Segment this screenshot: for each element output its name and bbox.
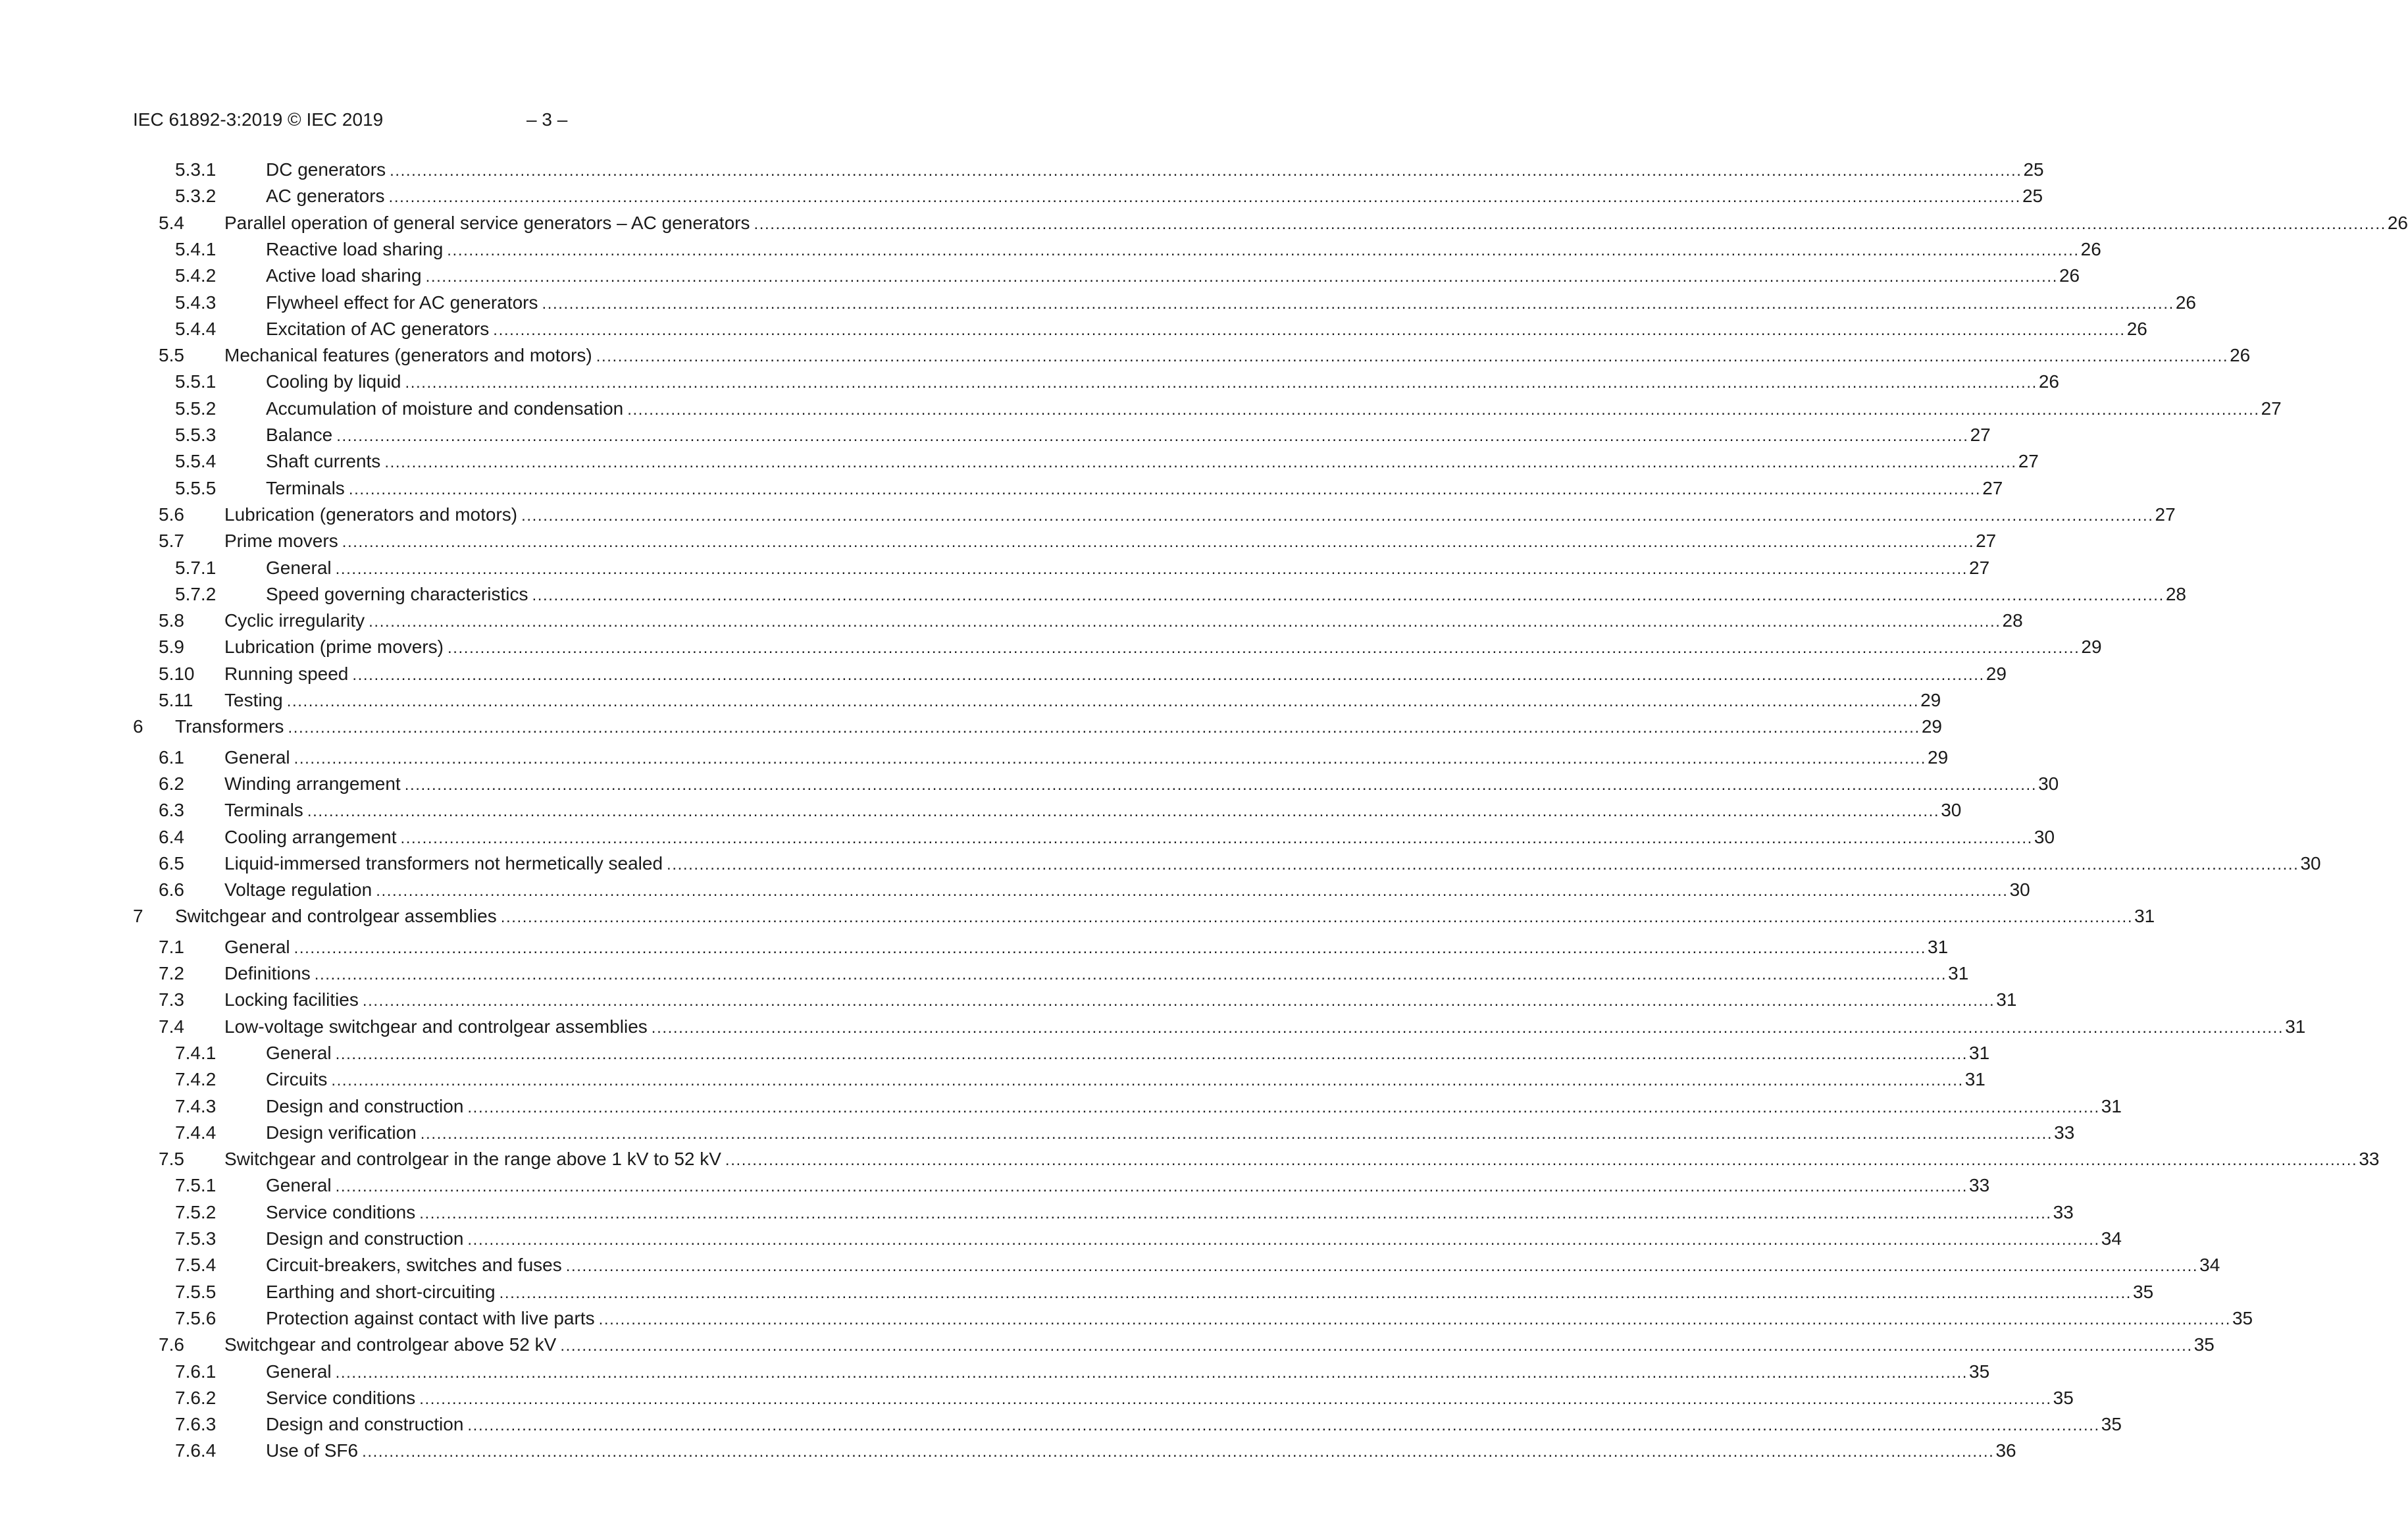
toc-entry-title: Shaft currents <box>266 451 381 472</box>
toc-entry-number: 6 <box>133 716 143 737</box>
toc-entry-number: 7.6.2 <box>175 1387 217 1408</box>
toc-entry[interactable] <box>0 771 2059 797</box>
toc-entry-page: 27 <box>2155 504 2176 525</box>
toc-entry[interactable] <box>0 502 2176 528</box>
toc-dot-leader: ............................................................................................................................................................................................................................................................................................................ <box>542 294 2174 313</box>
toc-entry-number: 7.6.3 <box>175 1414 217 1435</box>
toc-entry-number: 7.3 <box>159 989 184 1010</box>
toc-dot-leader: ............................................................................................................................................................................................................................................................................................................ <box>388 188 2021 207</box>
toc-entry[interactable] <box>0 1252 2220 1278</box>
toc-entry-page: 25 <box>2023 159 2044 180</box>
toc-entry-title: DC generators <box>266 159 386 180</box>
toc-entry-page: 28 <box>2002 610 2023 631</box>
toc-entry-number: 5.6 <box>159 504 184 525</box>
toc-entry-title: Service conditions <box>266 1387 416 1408</box>
toc-dot-leader: ............................................................................................................................................................................................................................................................................................................ <box>307 802 1940 821</box>
toc-entry-page: 30 <box>2300 852 2321 874</box>
toc-entry-number: 5.3.2 <box>175 186 217 207</box>
toc-dot-leader: ............................................................................................................................................................................................................................................................................................................ <box>335 1178 1968 1196</box>
toc-entry[interactable] <box>0 528 1997 554</box>
toc-entry-title: Protection against contact with live parts <box>266 1307 595 1328</box>
toc-entry[interactable] <box>0 342 2251 369</box>
toc-entry-title: Design and construction <box>266 1228 464 1249</box>
toc-entry-title: Balance <box>266 425 333 445</box>
toc-entry-number: 6.2 <box>159 773 184 794</box>
toc-dot-leader: ............................................................................................................................................................................................................................................................................................................ <box>294 939 1927 957</box>
toc-entry-page: 30 <box>2009 879 2030 900</box>
toc-entry-number: 5.5 <box>159 345 184 366</box>
toc-entry-page: 27 <box>1982 477 2003 498</box>
toc-entry-page: 29 <box>1985 663 2007 684</box>
toc-entry-page: 31 <box>2101 1095 2122 1116</box>
toc-entry-number: 7 <box>133 906 143 927</box>
toc-entry[interactable] <box>0 1359 1990 1385</box>
toc-entry-title: Service conditions <box>266 1201 416 1222</box>
toc-dot-leader: ............................................................................................................................................................................................................................................................................................................ <box>400 829 2033 847</box>
toc-entry-page: 26 <box>2387 212 2408 233</box>
toc-entry[interactable] <box>0 157 2044 183</box>
toc-dot-leader: ............................................................................................................................................................................................................................................................................................................ <box>725 1151 2358 1170</box>
toc-entry-title: Design verification <box>266 1122 417 1143</box>
toc-entry[interactable] <box>0 1226 2122 1252</box>
toc-entry[interactable] <box>0 316 2147 342</box>
toc-entry[interactable] <box>0 661 2007 687</box>
toc-entry-page: 30 <box>2034 826 2055 847</box>
toc-entry[interactable] <box>0 1120 2075 1146</box>
toc-entry-number: 7.1 <box>159 936 184 957</box>
toc-entry[interactable] <box>0 210 2408 236</box>
toc-dot-leader: ............................................................................................................................................................................................................................................................................................................ <box>348 480 1982 498</box>
toc-dot-leader: ............................................................................................................................................................................................................................................................................................................ <box>667 855 2299 874</box>
toc-dot-leader: ............................................................................................................................................................................................................................................................................................................ <box>425 268 2058 286</box>
toc-entry-number: 5.3.1 <box>175 159 217 180</box>
toc-entry-number: 7.5.2 <box>175 1201 217 1222</box>
toc-entry-title: Switchgear and controlgear assemblies <box>175 906 497 927</box>
toc-entry-number: 5.8 <box>159 610 184 631</box>
toc-entry-number: 5.10 <box>159 663 195 684</box>
toc-entry-page: 27 <box>1970 425 1991 445</box>
toc-entry-number: 5.5.4 <box>175 451 217 472</box>
toc-entry-number: 5.4.3 <box>175 292 217 313</box>
toc-entry-page: 34 <box>2101 1228 2122 1249</box>
toc-dot-leader: ............................................................................................................................................................................................................................................................................................................ <box>405 374 2037 392</box>
toc-entry-number: 7.5.5 <box>175 1281 217 1302</box>
toc-entry-number: 7.6.1 <box>175 1361 217 1382</box>
toc-entry-number: 5.5.2 <box>175 398 217 419</box>
toc-dot-leader: ............................................................................................................................................................................................................................................................................................................ <box>754 215 2386 233</box>
toc-entry[interactable] <box>0 960 1969 987</box>
toc-entry-page: 31 <box>1948 963 1969 983</box>
toc-dot-leader: ............................................................................................................................................................................................................................................................................................................ <box>467 1417 2100 1435</box>
toc-dot-leader: ............................................................................................................................................................................................................................................................................................................ <box>499 1284 2132 1302</box>
toc-entry[interactable] <box>0 422 1991 448</box>
toc-entry-page: 35 <box>2193 1334 2215 1355</box>
toc-entry-page: 35 <box>2053 1387 2074 1408</box>
toc-dot-leader: ............................................................................................................................................................................................................................................................................................................ <box>560 1337 2193 1355</box>
toc-entry[interactable] <box>0 634 2102 660</box>
toc-entry[interactable] <box>0 1305 2253 1332</box>
toc-dot-leader: ............................................................................................................................................................................................................................................................................................................ <box>532 586 2165 604</box>
toc-entry-page: 28 <box>2165 583 2186 604</box>
toc-entry[interactable] <box>0 1411 2122 1438</box>
toc-entry[interactable] <box>0 396 2282 422</box>
toc-entry[interactable] <box>0 1438 2016 1464</box>
toc-entry-page: 27 <box>1976 531 1997 552</box>
toc-entry-number: 5.7 <box>159 531 184 552</box>
toc-entry-number: 6.3 <box>159 800 184 821</box>
toc-entry-title: Liquid-immersed transformers not hermetically sealed <box>224 852 663 874</box>
toc-entry-page: 31 <box>2134 906 2155 927</box>
toc-dot-leader: ............................................................................................................................................................................................................................................................................................................ <box>331 1072 1964 1090</box>
toc-entry-page: 29 <box>1928 746 1949 768</box>
toc-dot-leader: ............................................................................................................................................................................................................................................................................................................ <box>404 775 2037 794</box>
toc-entry-page: 26 <box>2126 318 2147 339</box>
toc-entry-number: 7.5.3 <box>175 1228 217 1249</box>
toc-dot-leader: ............................................................................................................................................................................................................................................................................................................ <box>314 966 1947 983</box>
toc-entry-page: 33 <box>2054 1122 2075 1143</box>
toc-entry[interactable] <box>0 263 2080 289</box>
toc-entry-number: 7.6.4 <box>175 1440 217 1461</box>
toc-entry-page: 29 <box>1920 690 1941 710</box>
toc-entry-number: 7.4.3 <box>175 1095 217 1116</box>
toc-dot-leader: ............................................................................................................................................................................................................................................................................................................ <box>294 749 1927 768</box>
toc-entry[interactable] <box>0 714 1942 740</box>
toc-entry-page: 33 <box>2359 1149 2380 1170</box>
toc-entry[interactable] <box>0 903 2155 929</box>
toc-entry-number: 7.4.4 <box>175 1122 217 1143</box>
toc-entry-number: 5.4.2 <box>175 265 217 286</box>
toc-entry-number: 7.5.1 <box>175 1175 217 1196</box>
toc-entry-title: Lubrication (generators and motors) <box>224 504 518 525</box>
toc-entry[interactable] <box>0 448 2039 475</box>
toc-dot-leader: ............................................................................................................................................................................................................................................................................................................ <box>596 348 2229 366</box>
toc-entry-title: Voltage regulation <box>224 879 372 900</box>
toc-entry[interactable] <box>0 475 2003 502</box>
toc-dot-leader: ............................................................................................................................................................................................................................................................................................................ <box>419 1390 2052 1408</box>
toc-dot-leader: ............................................................................................................................................................................................................................................................................................................ <box>493 321 2126 339</box>
toc-entry[interactable] <box>0 1093 2122 1120</box>
toc-entry-title: Circuit-breakers, switches and fuses <box>266 1255 562 1276</box>
toc-entry-number: 7.2 <box>159 963 184 983</box>
toc-entry-title: Definitions <box>224 963 311 983</box>
toc-entry-number: 6.6 <box>159 879 184 900</box>
toc-entry[interactable] <box>0 824 2055 850</box>
toc-entry-page: 31 <box>1964 1069 1985 1090</box>
toc-entry-title: Locking facilities <box>224 989 359 1010</box>
toc-entry-number: 5.5.1 <box>175 371 217 392</box>
toc-entry-title: Excitation of AC generators <box>266 318 490 339</box>
toc-entry[interactable] <box>0 687 1941 714</box>
toc-entry[interactable] <box>0 1279 2154 1305</box>
toc-entry-page: 25 <box>2022 186 2043 207</box>
toc-entry[interactable] <box>0 1014 2306 1040</box>
toc-entry-page: 35 <box>2232 1307 2253 1328</box>
toc-dot-leader: ............................................................................................................................................................................................................................................................................................................ <box>352 665 1985 684</box>
toc-dot-leader: ............................................................................................................................................................................................................................................................................................................ <box>390 162 2022 180</box>
toc-entry-number: 5.5.3 <box>175 425 217 445</box>
toc-entry[interactable] <box>0 1199 2074 1226</box>
toc-entry-number: 6.4 <box>159 826 184 847</box>
toc-entry-page: 30 <box>1941 800 1962 821</box>
toc-entry-page: 33 <box>2053 1201 2074 1222</box>
toc-entry-page: 27 <box>2261 398 2282 419</box>
toc-entry[interactable] <box>0 1146 2380 1172</box>
toc-entry[interactable] <box>0 1385 2074 1411</box>
toc-dot-leader: ............................................................................................................................................................................................................................................................................................................ <box>335 560 1968 578</box>
toc-entry-number: 7.6 <box>159 1334 184 1355</box>
toc-entry-title: Switchgear and controlgear in the range above 1 kV to 52 kV <box>224 1149 721 1170</box>
toc-entry[interactable] <box>0 1066 1985 1093</box>
toc-entry-page: 31 <box>1996 989 2017 1010</box>
toc-entry-number: 7.5 <box>159 1149 184 1170</box>
toc-entry-title: Reactive load sharing <box>266 238 444 259</box>
toc-entry-title: Cyclic irregularity <box>224 610 365 631</box>
toc-dot-leader: ............................................................................................................................................................................................................................................................................................................ <box>335 1363 1968 1382</box>
toc-entry-page: 34 <box>2199 1255 2220 1276</box>
toc-entry[interactable] <box>0 797 1962 823</box>
toc-entry-title: Mechanical features (generators and motors) <box>224 345 592 366</box>
toc-dot-leader: ............................................................................................................................................................................................................................................................................................................ <box>286 692 1920 710</box>
page-header <box>133 107 962 133</box>
toc-entry[interactable] <box>0 744 1949 771</box>
toc-dot-leader: ............................................................................................................................................................................................................................................................................................................ <box>336 427 1969 445</box>
toc-dot-leader: ............................................................................................................................................................................................................................................................................................................ <box>500 908 2134 927</box>
toc-entry-title: Parallel operation of general service generators – AC generators <box>224 212 750 233</box>
toc-dot-leader: ............................................................................................................................................................................................................................................................................................................ <box>342 533 1975 552</box>
toc-entry-number: 5.5.5 <box>175 477 217 498</box>
toc-entry-number: 7.4 <box>159 1016 184 1037</box>
toc-entry-number: 7.5.4 <box>175 1255 217 1276</box>
toc-dot-leader: ............................................................................................................................................................................................................................................................................................................ <box>362 1443 1995 1461</box>
toc-entry-number: 5.4.1 <box>175 238 217 259</box>
toc-entry[interactable] <box>0 877 2030 903</box>
toc-dot-leader: ............................................................................................................................................................................................................................................................................................................ <box>376 882 2009 900</box>
toc-entry[interactable] <box>0 1332 2215 1358</box>
toc-entry-page: 29 <box>2081 637 2102 658</box>
toc-entry-title: Low-voltage switchgear and controlgear assemblies <box>224 1016 648 1037</box>
toc-entry-page: 30 <box>2038 773 2059 794</box>
toc-entry-page: 31 <box>1928 936 1949 957</box>
toc-entry[interactable] <box>0 555 1990 581</box>
toc-dot-leader: ............................................................................................................................................................................................................................................................................................................ <box>369 613 2001 631</box>
toc-entry-title: General <box>266 1361 332 1382</box>
toc-entry-page: 33 <box>1969 1175 1990 1196</box>
toc-entry[interactable] <box>0 850 2321 877</box>
toc-entry-number: 7.4.2 <box>175 1069 217 1090</box>
toc-entry-page: 35 <box>2133 1281 2154 1302</box>
toc-entry-title: Cooling by liquid <box>266 371 401 392</box>
toc-entry-title: Flywheel effect for AC generators <box>266 292 538 313</box>
toc-entry-title: Prime movers <box>224 531 338 552</box>
toc-entry-number: 5.7.1 <box>175 557 217 578</box>
toc-entry[interactable] <box>0 369 2060 395</box>
toc-dot-leader: ............................................................................................................................................................................................................................................................................................................ <box>419 1204 2052 1222</box>
toc-entry[interactable] <box>0 987 2017 1013</box>
toc-entry-page: 35 <box>1969 1361 1990 1382</box>
toc-entry-title: Transformers <box>175 716 284 737</box>
toc-dot-leader: ............................................................................................................................................................................................................................................................................................................ <box>384 454 2017 472</box>
toc-dot-leader: ............................................................................................................................................................................................................................................................................................................ <box>288 719 1920 737</box>
toc-entry-page: 26 <box>2175 292 2197 313</box>
page-number: – 3 – <box>526 109 568 130</box>
toc-entry-number: 6.1 <box>159 746 184 768</box>
toc-entry[interactable] <box>0 290 2197 316</box>
toc-entry-title: Testing <box>224 690 283 710</box>
toc-entry-page: 26 <box>2059 265 2080 286</box>
toc-entry-number: 7.5.6 <box>175 1307 217 1328</box>
toc-entry-number: 6.5 <box>159 852 184 874</box>
toc-entry-title: Design and construction <box>266 1414 464 1435</box>
toc-entry-title: Speed governing characteristics <box>266 583 528 604</box>
toc-dot-leader: ............................................................................................................................................................................................................................................................................................................ <box>467 1098 2100 1116</box>
toc-entry-page: 27 <box>2018 451 2039 472</box>
toc-entry-page: 36 <box>1995 1440 2016 1461</box>
toc-entry-title: General <box>266 557 332 578</box>
toc-dot-leader: ............................................................................................................................................................................................................................................................................................................ <box>362 992 1995 1010</box>
toc-entry-title: General <box>224 936 290 957</box>
toc-entry[interactable] <box>0 934 1949 960</box>
toc-entry-page: 27 <box>1969 557 1990 578</box>
toc-dot-leader: ............................................................................................................................................................................................................................................................................................................ <box>521 506 2154 525</box>
toc-dot-leader: ............................................................................................................................................................................................................................................................................................................ <box>467 1231 2100 1249</box>
toc-dot-leader: ............................................................................................................................................................................................................................................................................................................ <box>598 1310 2231 1328</box>
toc-entry-page: 26 <box>2038 371 2060 392</box>
toc-entry-title: Switchgear and controlgear above 52 kV <box>224 1334 557 1355</box>
toc-entry-title: Winding arrangement <box>224 773 401 794</box>
toc-entry-title: General <box>266 1175 332 1196</box>
toc-dot-leader: ............................................................................................................................................................................................................................................................................................................ <box>335 1045 1968 1063</box>
toc-dot-leader: ............................................................................................................................................................................................................................................................................................................ <box>447 241 2080 259</box>
toc-entry[interactable] <box>0 1172 1990 1199</box>
toc-entry-title: Running speed <box>224 663 349 684</box>
toc-entry-title: Terminals <box>266 477 345 498</box>
toc-entry-page: 35 <box>2101 1414 2122 1435</box>
toc-entry-number: 5.9 <box>159 637 184 658</box>
toc-entry-number: 5.11 <box>159 690 193 710</box>
toc-entry[interactable] <box>0 1040 1990 1066</box>
toc-entry-number: 5.4.4 <box>175 318 217 339</box>
toc-entry[interactable] <box>0 183 2043 209</box>
toc-entry-title: Terminals <box>224 800 303 821</box>
toc-entry-title: Use of SF6 <box>266 1440 359 1461</box>
toc-entry-title: General <box>266 1042 332 1063</box>
toc-entry-title: AC generators <box>266 186 385 207</box>
toc-entry-title: Earthing and short-circuiting <box>266 1281 496 1302</box>
toc-entry-page: 31 <box>1969 1042 1990 1063</box>
toc-dot-leader: ............................................................................................................................................................................................................................................................................................................ <box>565 1257 2199 1276</box>
toc-entry-number: 7.4.1 <box>175 1042 217 1063</box>
toc-entry-title: Design and construction <box>266 1095 464 1116</box>
toc-entry[interactable] <box>0 581 2186 608</box>
toc-entry[interactable] <box>0 236 2101 263</box>
toc-entry-title: Accumulation of moisture and condensation <box>266 398 624 419</box>
toc-entry-number: 5.7.2 <box>175 583 217 604</box>
toc-entry[interactable] <box>0 608 2023 634</box>
toc-dot-leader: ............................................................................................................................................................................................................................................................................................................ <box>651 1018 2284 1037</box>
toc-entry-title: Circuits <box>266 1069 328 1090</box>
document-id: IEC 61892-3:2019 © IEC 2019 <box>133 109 384 130</box>
toc-entry-page: 26 <box>2080 238 2101 259</box>
toc-dot-leader: ............................................................................................................................................................................................................................................................................................................ <box>448 639 2080 658</box>
toc-entry-title: Active load sharing <box>266 265 422 286</box>
toc-entry-title: Cooling arrangement <box>224 826 397 847</box>
toc-entry-title: General <box>224 746 290 768</box>
toc-entry-number: 5.4 <box>159 212 184 233</box>
toc-dot-leader: ............................................................................................................................................................................................................................................................................................................ <box>627 400 2260 419</box>
toc-entry-page: 31 <box>2285 1016 2306 1037</box>
toc-entry-title: Lubrication (prime movers) <box>224 637 444 658</box>
toc-entry-page: 26 <box>2230 345 2251 366</box>
toc-entry-page: 29 <box>1921 716 1942 737</box>
toc-dot-leader: ............................................................................................................................................................................................................................................................................................................ <box>420 1124 2053 1143</box>
